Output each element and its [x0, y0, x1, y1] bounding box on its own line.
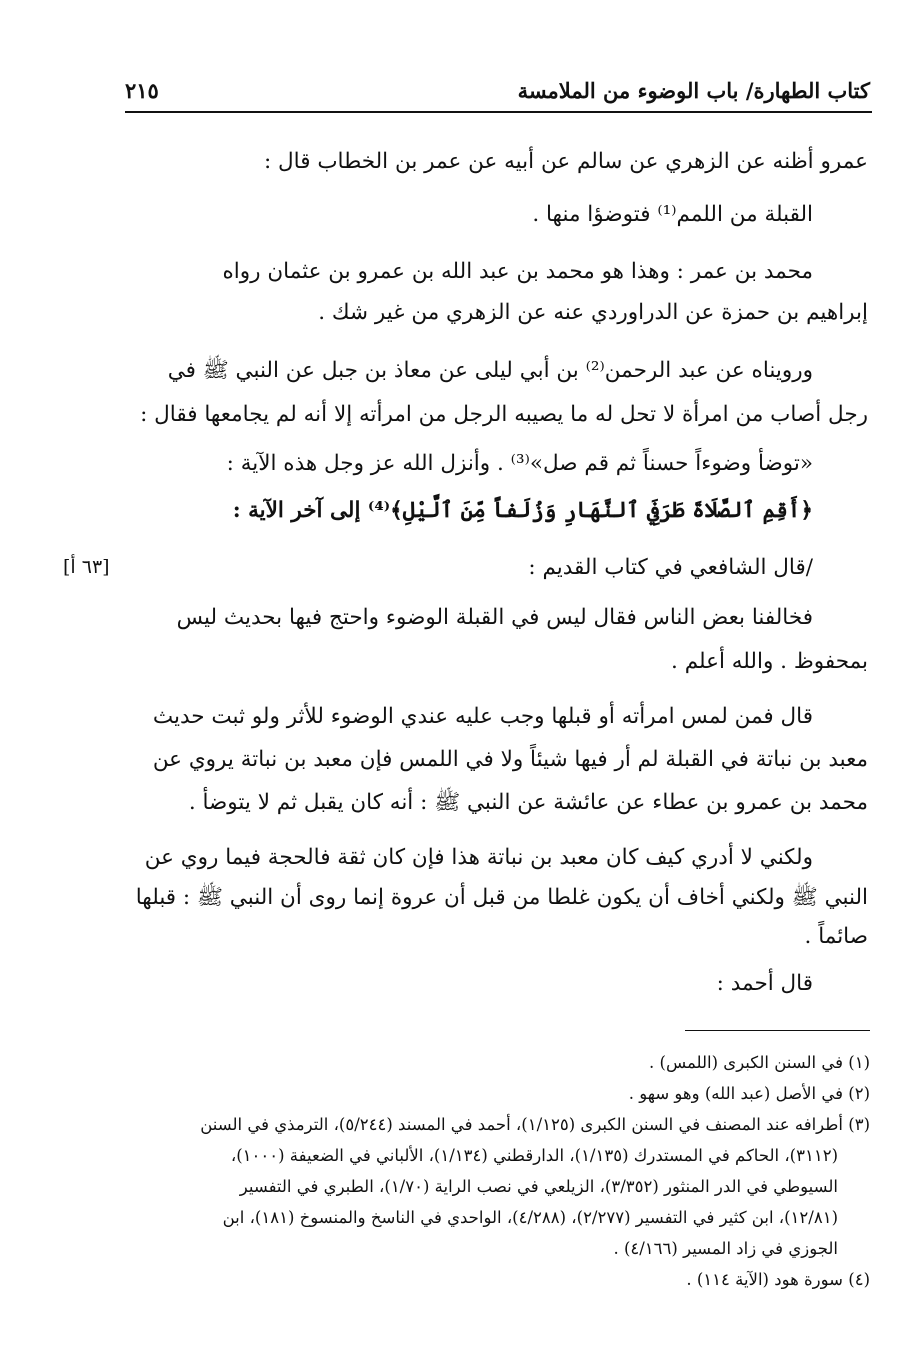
- footnote-continuation: الجوزي في زاد المسير (٤/١٦٦) .: [613, 1239, 838, 1258]
- text-line: قال فمن لمس امرأته أو قبلها وجب عليه عندي الوضوء للأثر ولو ثبت حديث: [152, 704, 813, 729]
- text-line: ورويناه عن عبد الرحمن⁽²⁾ بن أبي ليلى عن معاذ بن جبل عن النبي ﷺ في: [167, 358, 813, 383]
- footnote-continuation: (٣١١٢)، الحاكم في المستدرك (١/١٣٥)، الدارقطني (١/١٣٤)، الألباني في الضعيفة (١٠٠٠)،: [230, 1146, 838, 1165]
- manuscript-folio-note: [٦٣ أ]: [63, 556, 110, 578]
- text-line: محمد بن عمرو بن عطاء عن عائشة عن النبي ﷺ : أنه كان يقبل ثم لا يتوضأ .: [188, 790, 868, 815]
- text-line: رجل أصاب من امرأة لا تحل له ما يصيبه الرجل من امرأته إلا أنه لم يجامعها فقال :: [140, 402, 868, 427]
- text-line: بمحفوظ . والله أعلم .: [671, 649, 868, 674]
- text-line: إبراهيم بن حمزة عن الدراوردي عنه عن الزهري من غير شك .: [318, 300, 868, 325]
- text-line: القبلة من اللمم⁽¹⁾ فتوضؤا منها .: [532, 202, 813, 227]
- footnote-separator: [685, 1030, 870, 1031]
- page-number: ٢١٥: [125, 78, 159, 103]
- quran-verse-line: ﴿أَقِمِ ٱلصَّلَاةَ طَرَفَيِ ٱلنَّهَارِ وَزُلَفاً مِّنَ ٱلَّيْلِ﴾⁽⁴⁾ إلى آخر الآية :: [232, 498, 813, 523]
- text-line: معبد بن نباتة في القبلة لم أر فيها شيئاً ولا في اللمس فإن معبد بن نباتة يروي عن: [152, 747, 868, 772]
- running-header-title: كتاب الطهارة/ باب الوضوء من الملامسة: [517, 78, 870, 103]
- footnote-continuation: (١٢/٨١)، ابن كثير في التفسير (٢/٢٧٧)، (٤/٢٨٨)، الواحدي في الناسخ والمنسوخ (١٨١)، ابن: [222, 1208, 838, 1227]
- text-line: /قال الشافعي في كتاب القديم :: [528, 555, 813, 580]
- text-line: محمد بن عمر : وهذا هو محمد بن عبد الله بن عمرو بن عثمان رواه: [222, 259, 813, 284]
- header-rule: [125, 111, 872, 113]
- footnote: (١) في السنن الكبرى (اللمس) .: [649, 1053, 870, 1072]
- text-line: صائماً .: [804, 924, 868, 949]
- text-line: قال أحمد :: [716, 971, 813, 996]
- text-line: فخالفنا بعض الناس فقال ليس في القبلة الوضوء واحتج فيها بحديث ليس: [176, 605, 813, 630]
- text-line: ولكني لا أدري كيف كان معبد بن نباتة هذا فإن كان ثقة فالحجة فيما روي عن: [144, 845, 813, 870]
- footnote: (٤) سورة هود (الآية ١١٤) .: [686, 1270, 870, 1289]
- footnote: (٢) في الأصل (عبد الله) وهو سهو .: [628, 1084, 870, 1103]
- footnote: (٣) أطرافه عند المصنف في السنن الكبرى (١/١٢٥)، أحمد في المسند (٥/٢٤٤)، الترمذي في السنن: [200, 1115, 870, 1134]
- text-line: «توضأ وضوءاً حسناً ثم قم صل»⁽³⁾ . وأنزل الله عز وجل هذه الآية :: [226, 451, 813, 476]
- footnote-continuation: السيوطي في الدر المنثور (٣/٣٥٢)، الزيلعي في نصب الراية (١/٧٠)، الطبري في التفسير: [239, 1177, 838, 1196]
- text-line: عمرو أظنه عن الزهري عن سالم عن أبيه عن عمر بن الخطاب قال :: [263, 149, 868, 174]
- text-line: النبي ﷺ ولكني أخاف أن يكون غلطا من قبل أن عروة إنما روى أن النبي ﷺ : قبلها: [135, 885, 868, 910]
